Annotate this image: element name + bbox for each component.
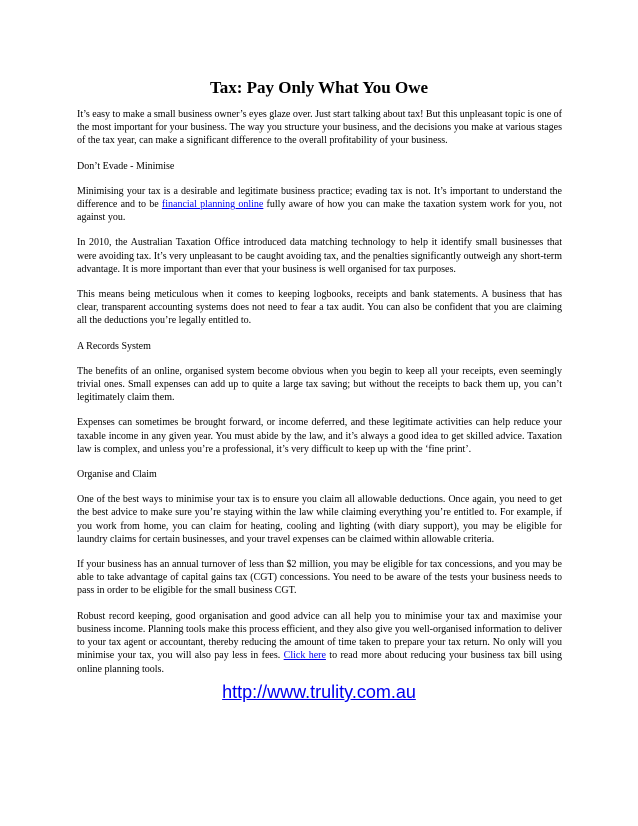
section-heading: Organise and Claim	[77, 469, 157, 481]
paragraph: This means being meticulous when it comes to keeping logbooks, receipts and bank statements. A business that has clear, transparent accounting systems does not need to fear a tax audit. You can also be confident that you are claiming all the deductions you’re legally entitled to.	[77, 289, 562, 327]
paragraph-text: fully aware of how you can make the taxation system work for you, not against you.	[77, 199, 562, 224]
paragraph: One of the best ways to minimise your tax is to ensure you claim all allowable deductions. Once again, you need to get the best advice to make sure you’re staying within the law while claiming everything you’re entitled to. For example, if you work from home, you can claim for heating, cooling and lighting (with diary support), you may be eligible for laundry claims for certain businesses, and your travel expenses can be claimed within allowable criteria.	[77, 494, 562, 545]
financial-planning-link[interactable]: financial planning online	[161, 199, 264, 211]
section-heading: Don’t Evade - Minimise	[77, 160, 175, 172]
paragraph: The benefits of an online, organised system become obvious when you begin to keep all your receipts, even seemingly trivial ones. Small expenses can add up to quite a large tax saving; but without the receipts to back them up, you can’t legitimately claim them.	[77, 365, 562, 404]
click-here-link[interactable]: Click here	[283, 650, 326, 662]
paragraph-text: Minimising your tax is a desirable and legitimate business practice; evading tax is not. It’s important to understand the difference and to be	[77, 185, 562, 211]
paragraph: In 2010, the Australian Taxation Office introduced data matching technology to help it identify small businesses that were avoiding tax. It’s very unpleasant to be caught avoiding tax, and the penalties significantly outweigh any short-term advantage. It is more important than ever that your business is well organised for tax purposes.	[77, 237, 562, 275]
document-title: Tax: Pay Only What You Owe	[209, 78, 429, 97]
footer	[0, 681, 638, 703]
document-body	[77, 108, 562, 688]
section-heading: A Records System	[77, 340, 151, 352]
paragraph-text: to read more about reducing your business tax bill using online planning tools.	[77, 650, 562, 675]
paragraph	[77, 185, 562, 225]
paragraph	[77, 610, 562, 676]
website-link[interactable]: http://www.trulity.com.au	[222, 682, 416, 702]
paragraph: If your business has an annual turnover of less than $2 million, you may be eligible for tax concessions, and you may be able to take advantage of capital gains tax (CGT) concessions. You need to be aware of the tests your business needs to pass in order to be eligible for the small business CGT.	[77, 559, 562, 597]
paragraph: It’s easy to make a small business owner’s eyes glaze over. Just start talking about tax! But this unpleasant topic is one of the most important for your business. The way you structure your business, and the decisions you make at various stages of the tax year, can make a significant difference to the overall profitability of your business.	[77, 109, 562, 147]
paragraph-text: Robust record keeping, good organisation and good advice can all help you to minimise your tax and maximise your business income. Planning tools make this process efficient, and they also give you well-organised information to deliver to your tax agent or accountant, thereby reducing the amount of time taken to prepare your tax return. No only will you minimise your tax, you will also pay less in fees.	[77, 610, 562, 662]
paragraph: Expenses can sometimes be brought forward, or income deferred, and these legitimate activities can help reduce your taxable income in any given year. You must abide by the law, and it’s always a good idea to get skilled advice. Taxation law is complex, and unless you’re a professional, it’s very difficult to keep up with the ‘fine print’.	[77, 417, 562, 455]
